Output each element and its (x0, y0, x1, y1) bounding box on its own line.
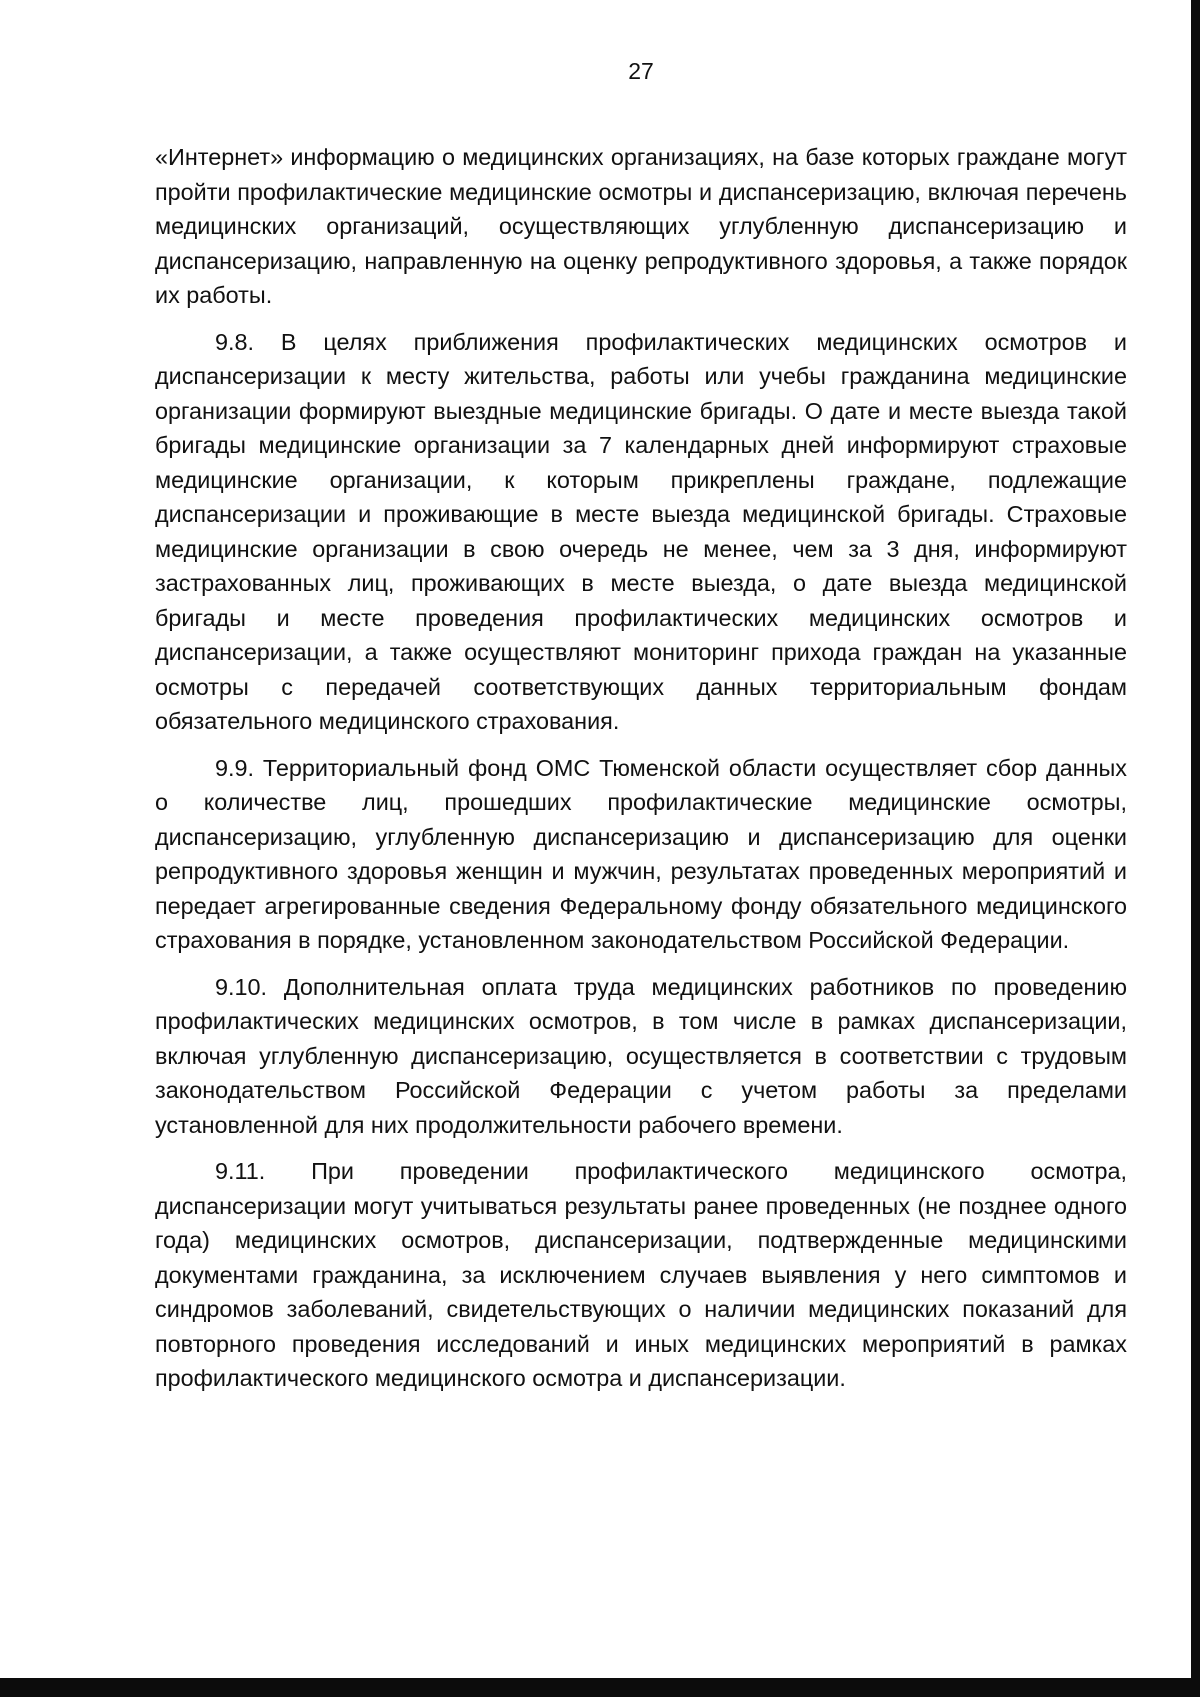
paragraph-9-11: 9.11. При проведении профилактического медицинского осмотра, диспансеризации могут учитываться результаты ранее проведенных (не позднее одного года) медицинских осмотров, диспансеризации, подтвержденные медицинскими документами гражданина, за исключением случаев выявления у него симптомов и синдромов заболеваний, свидетельствующих о наличии медицинских показаний для повторного проведения исследований и иных медицинских мероприятий в рамках профилактического медицинского осмотра и диспансеризации. (155, 1158, 1127, 1391)
paragraph-continuation: «Интернет» информацию о медицинских организациях, на базе которых граждане могут пройти профилактические медицинские осмотры и диспансеризацию, включая перечень медицинских организаций, осуществляющих углубленную диспансеризацию и диспансеризацию, направленную на оценку репродуктивного здоровья, а также порядок их работы. (155, 144, 1127, 308)
paragraph-9-9: 9.9. Территориальный фонд ОМС Тюменской области осуществляет сбор данных о количестве лиц, прошедших профилактические медицинские осмотры, диспансеризацию, углубленную диспансеризацию и диспансеризацию для оценки репродуктивного здоровья женщин и мужчин, результатах проведенных мероприятий и передает агрегированные сведения Федеральному фонду обязательного медицинского страхования в порядке, установленном законодательством Российской Федерации. (155, 754, 1127, 953)
paragraph-9-10: 9.10. Дополнительная оплата труда медицинских работников по проведению профилактических медицинских осмотров, в том числе в рамках диспансеризации, включая углубленную диспансеризацию, осуществляется в соответствии с трудовым законодательством Российской Федерации с учетом работы за пределами установленной для них продолжительности рабочего времени. (155, 973, 1127, 1138)
scan-edge-bottom (0, 1678, 1200, 1697)
page-number: 27 (628, 58, 654, 84)
paragraph-9-8: 9.8. В целях приближения профилактических медицинских осмотров и диспансеризации к месту жительства, работы или учебы гражданина медицинские организации формируют выездные медицинские бригады. О дате и месте выезда такой бригады медицинские организации за 7 календарных дней информируют страховые медицинские организации, к которым прикреплены граждане, подлежащие диспансеризации и проживающие в месте выезда медицинской бригады. Страховые медицинские организации в свою очередь не менее, чем за 3 дня, информируют застрахованных лиц, проживающих в месте выезда, о дате выезда медицинской бригады и месте проведения профилактических медицинских осмотров и диспансеризации, а также осуществляют мониторинг прихода граждан на указанные осмотры с передачей соответствующих данных территориальным фондам обязательного медицинского страхования. (155, 328, 1127, 734)
document-body (155, 140, 1127, 1408)
scan-edge-right (1191, 0, 1200, 1697)
